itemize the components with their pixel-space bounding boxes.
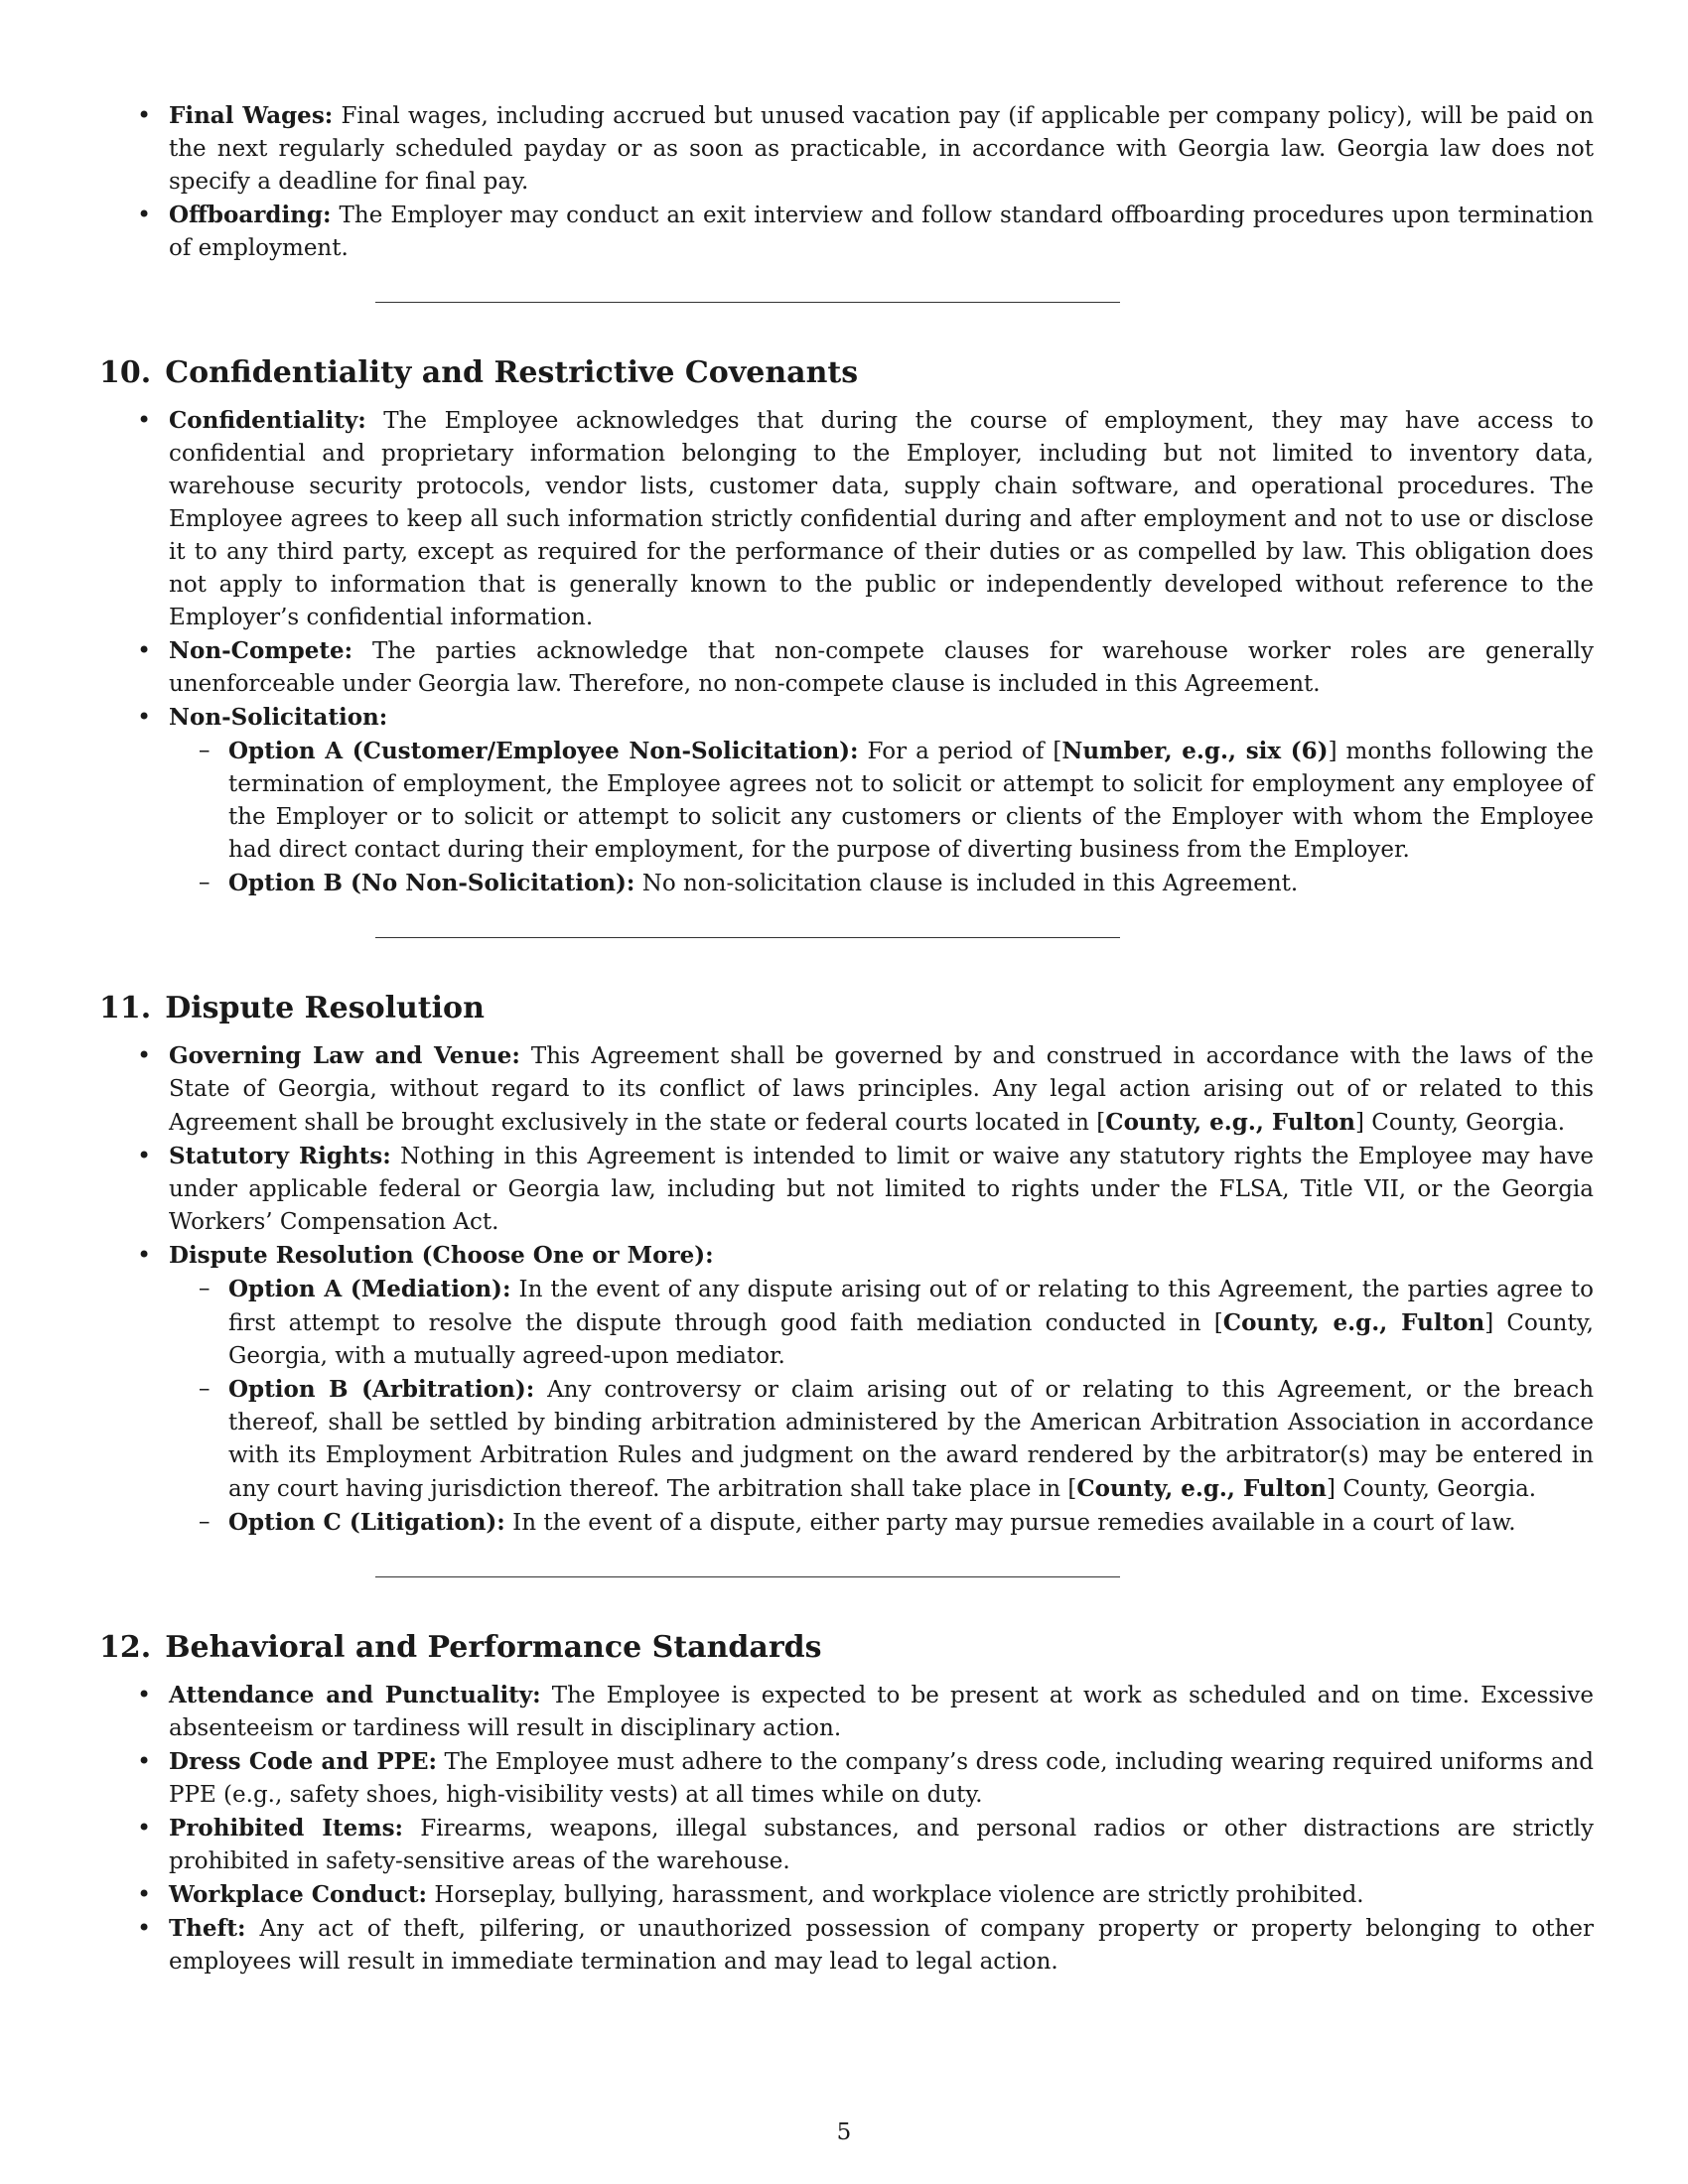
list-item [99, 1239, 1594, 1540]
sub-list [169, 735, 1594, 900]
option-label: Option C (Litigation): [228, 1509, 505, 1536]
sub-list-item: – Option A (Customer/Employee Non-Solicitation): For a period of [Number, e.g., six (6)] months following the termination of employment, the Employee agrees not to solicit or attempt to solicit for employment any employee of the Employer or to solicit or attempt to solicit any customers or clients of the Employer with whom the Employee had direct contact during their employment, for the purpose of diverting business from the Employer. [169, 735, 1594, 867]
section-10-list [99, 404, 1594, 900]
option-label: Option A (Customer/Employee Non-Solicitation): [228, 738, 859, 764]
item-text: The Employee acknowledges that during the course of employment, they may have access to confidential and proprietary information belonging to the Employer, including but not limited to inventory data, warehouse security protocols, vendor lists, customer data, supply chain software, and operational procedures. The Employee agrees to keep all such information strictly confidential during and after employment and not to use or disclose it to any third party, except as required for the performance of their duties or as compelled by law. This obligation does not apply to information that is generally known to the public or independently developed without reference to the Employer’s confidential information. [169, 408, 1594, 630]
list-item: • Prohibited Items: Firearms, weapons, illegal substances, and personal radios or other distractions are strictly prohibited in safety-sensitive areas of the warehouse. [99, 1812, 1594, 1878]
list-item: • Statutory Rights: Nothing in this Agreement is intended to limit or waive any statutory rights the Employee may have under applicable federal or Georgia law, including but not limited to rights under the FLSA, Title VII, or the Georgia Workers’ Compensation Act. [99, 1140, 1594, 1239]
section-divider [375, 302, 1120, 303]
item-label: Governing Law and Venue: [169, 1042, 520, 1069]
item-label: Prohibited Items: [169, 1815, 404, 1842]
option-label: Option A (Mediation): [228, 1276, 511, 1302]
list-item: • Governing Law and Venue: This Agreement shall be governed by and construed in accordance with the laws of the State of Georgia, without regard to its conflict of laws principles. Any legal action arising out of or related to this Agreement shall be brought exclusively in the state or federal courts located in [County, e.g., Fulton] County, Georgia. [99, 1039, 1594, 1140]
sub-list-item: – Option A (Mediation): In the event of any dispute arising out of or relating to this Agreement, the parties agree to first attempt to resolve the dispute through good faith mediation conducted in [County, e.g., Fulton] County, Georgia, with a mutually agreed-upon mediator. [169, 1273, 1594, 1373]
item-label: Dispute Resolution (Choose One or More): [169, 1242, 714, 1269]
option-label: Option B (Arbitration): [228, 1376, 535, 1403]
placeholder-text: Number, e.g., six (6) [1061, 738, 1329, 764]
termination-list [99, 99, 1594, 265]
list-item [99, 99, 1594, 199]
list-item: • Dress Code and PPE: The Employee must adhere to the company’s dress code, including wearing required uniforms and PPE (e.g., safety shoes, high-visibility vests) at all times while on duty. [99, 1745, 1594, 1812]
section-title: 11. Dispute Resolution [99, 991, 485, 1025]
list-item: • Workplace Conduct: Horseplay, bullying, harassment, and workplace violence are strictly prohibited. [99, 1878, 1594, 1912]
list-item: • Attendance and Punctuality: The Employee is expected to be present at work as scheduled and on time. Excessive absenteeism or tardiness will result in disciplinary action. [99, 1679, 1594, 1745]
list-item: • Theft: Any act of theft, pilfering, or unauthorized possession of company property or property belonging to other employees will result in immediate termination and may lead to legal action. [99, 1912, 1594, 1979]
page-number: 5 [836, 2119, 852, 2145]
item-text: The parties acknowledge that non-compete clauses for warehouse worker roles are generally unenforceable under Georgia law. Therefore, no non-compete clause is included in this Agreement. [169, 638, 1594, 697]
sub-list [169, 1273, 1594, 1540]
section-title: 12. Behavioral and Performance Standards [99, 1630, 822, 1665]
section-divider [375, 1576, 1120, 1577]
section-title: 10. Confidentiality and Restrictive Covenants [99, 355, 859, 390]
item-label: Confidentiality: [169, 407, 366, 434]
list-item [99, 701, 1594, 900]
item-label: Theft: [169, 1915, 246, 1942]
item-label: Attendance and Punctuality: [169, 1682, 541, 1708]
document-page [99, 99, 1594, 1979]
item-label: Non-Compete: [169, 637, 353, 664]
sub-list-item: – Option B (No Non-Solicitation): No non-solicitation clause is included in this Agreement. [169, 867, 1594, 900]
section-11-list [99, 1039, 1594, 1540]
list-item [99, 634, 1594, 701]
item-text: The Employer may conduct an exit interview and follow standard offboarding procedures upon termination of employment. [169, 203, 1594, 261]
placeholder-text: County, e.g., Fulton [1105, 1109, 1355, 1136]
sub-list-item: – Option B (Arbitration): Any controversy or claim arising out of or relating to this Agreement, or the breach thereof, shall be settled by binding arbitration administered by the American Arbitration Association in accordance with its Employment Arbitration Rules and judgment on the award rendered by the arbitrator(s) may be entered in any court having jurisdiction thereof. The arbitration shall take place in [County, e.g., Fulton] County, Georgia. [169, 1373, 1594, 1506]
item-text: Final wages, including accrued but unused vacation pay (if applicable per company policy), will be paid on the next regularly scheduled payday or as soon as practicable, in accordance with Georgia law. Georgia law does not specify a deadline for final pay. [169, 103, 1595, 195]
item-label: Dress Code and PPE: [169, 1748, 437, 1775]
section-divider [375, 937, 1120, 938]
item-label: Final Wages: [169, 102, 334, 129]
list-item [99, 404, 1594, 634]
item-label: Offboarding: [169, 202, 332, 228]
option-label: Option B (No Non-Solicitation): [228, 870, 635, 896]
section-12-list [99, 1679, 1594, 1979]
list-item [99, 199, 1594, 265]
sub-list-item: – Option C (Litigation): In the event of a dispute, either party may pursue remedies available in a court of law. [169, 1506, 1594, 1540]
item-label: Workplace Conduct: [169, 1881, 428, 1908]
placeholder-text: County, e.g., Fulton [1076, 1475, 1328, 1502]
item-label: Statutory Rights: [169, 1143, 391, 1169]
placeholder-text: County, e.g., Fulton [1222, 1309, 1485, 1336]
item-label: Non-Solicitation: [169, 704, 388, 731]
